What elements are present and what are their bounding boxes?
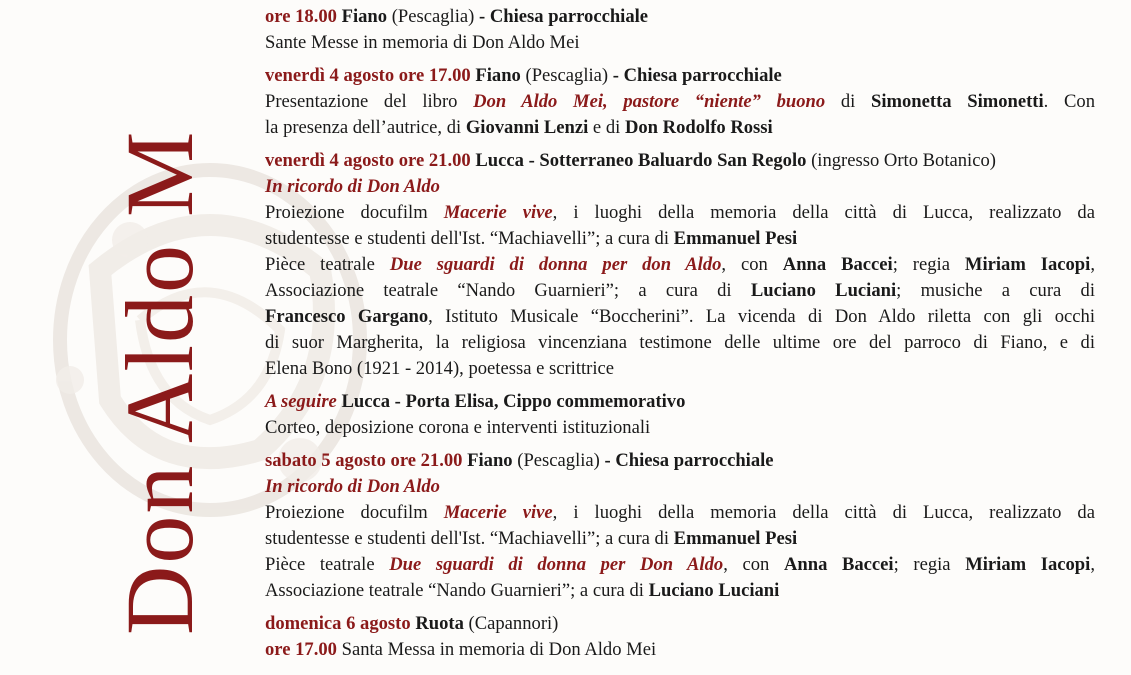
event-text: . Con <box>1043 91 1095 112</box>
film-title: Macerie vive <box>443 502 553 523</box>
vertical-title <box>100 0 213 675</box>
event-text: , i luoghi della memoria della città di Lucca, realizzato da <box>552 502 1095 523</box>
event-description: Santa Messa in memoria di Don Aldo Mei <box>341 639 657 660</box>
event-item <box>265 389 1095 441</box>
event-text: , <box>1090 254 1095 275</box>
event-text: ; regia <box>893 554 951 575</box>
event-text: , con <box>721 254 768 275</box>
event-text: Associazione teatrale “Nando Guarnieri”; a cura di <box>265 280 732 301</box>
director-name: Miriam Iacopi <box>964 254 1091 275</box>
event-text: studentesse e studenti dell'Ist. “Machiavelli”; a cura di <box>265 228 670 249</box>
musician-name: Francesco Gargano <box>265 306 429 327</box>
event-description: Sante Messe in memoria di Don Aldo Mei <box>265 32 580 53</box>
event-venue: - Chiesa parrocchiale <box>604 450 774 471</box>
event-place: Fiano <box>341 6 388 27</box>
event-text: Elena Bono (1921 - 2014), poetessa e scrittrice <box>265 358 615 379</box>
curator-name: Emmanuel Pesi <box>673 228 798 249</box>
event-time: ore 18.00 <box>265 6 337 27</box>
event-date: domenica 6 agosto <box>265 613 411 634</box>
event-text: Proiezione docufilm <box>265 502 428 523</box>
event-text: ; musiche a cura di <box>896 280 1096 301</box>
event-place: Fiano <box>467 450 513 471</box>
event-text: di <box>840 91 856 112</box>
play-title: Due sguardi di donna per Don Aldo <box>389 554 724 575</box>
event-text: Pièce teatrale <box>265 554 375 575</box>
curator-name: Emmanuel Pesi <box>673 528 798 549</box>
event-text: , con <box>723 554 770 575</box>
actor-name: Anna Baccei <box>783 554 894 575</box>
event-text: , <box>1090 554 1095 575</box>
director-name: Miriam Iacopi <box>965 554 1091 575</box>
event-place: Ruota <box>415 613 464 634</box>
actor-name: Anna Baccei <box>782 254 893 275</box>
event-text: Pièce teatrale <box>265 254 375 275</box>
event-place: Lucca - Porta Elisa, Cippo commemorativo <box>341 391 686 412</box>
book-author: Simonetta Simonetti <box>870 91 1044 112</box>
event-item <box>265 611 1095 663</box>
event-time: ore 17.00 <box>265 639 337 660</box>
book-title: Don Aldo Mei, pastore “niente” buono <box>473 91 826 112</box>
curator-name: Luciano Luciani <box>750 280 897 301</box>
event-text: di suor Margherita, la religiosa vincenziana testimone delle ultime ore del parroco di Fiano, e di <box>265 332 1095 353</box>
event-text: la presenza dell’autrice, di <box>265 117 462 138</box>
program-list <box>265 4 1095 670</box>
guest-name: Giovanni Lenzi <box>465 117 589 138</box>
event-place: Lucca - Sotterraneo Baluardo San Regolo <box>475 150 807 171</box>
title-text: Don Aldo M <box>106 129 213 635</box>
event-date: venerdì 4 agosto ore 21.00 <box>265 150 471 171</box>
event-text: studentesse e studenti dell'Ist. “Machiavelli”; a cura di <box>265 528 670 549</box>
event-text: e di <box>592 117 621 138</box>
event-text: , Istituto Musicale “Boccherini”. La vicenda di Don Aldo riletta con gli occhi <box>428 306 1095 327</box>
event-text: Associazione teatrale “Nando Guarnieri”; a cura di <box>265 580 644 601</box>
event-date: venerdì 4 agosto ore 17.00 <box>265 65 471 86</box>
event-item <box>265 63 1095 141</box>
event-item <box>265 4 1095 56</box>
event-place-note: (Pescaglia) <box>391 6 475 27</box>
event-item <box>265 148 1095 382</box>
event-place-note: (Capannori) <box>468 613 559 634</box>
event-description: Corteo, deposizione corona e interventi istituzionali <box>265 417 651 438</box>
event-text: Proiezione docufilm <box>265 202 428 223</box>
curator-name: Luciano Luciani <box>648 580 780 601</box>
event-venue: - Chiesa parrocchiale <box>612 65 782 86</box>
event-subtitle: In ricordo di Don Aldo <box>265 176 440 197</box>
guest-name: Don Rodolfo Rossi <box>624 117 773 138</box>
event-place-note: (Pescaglia) <box>525 65 609 86</box>
event-text: , i luoghi della memoria della città di Lucca, realizzato da <box>552 202 1095 223</box>
film-title: Macerie vive <box>443 202 553 223</box>
event-date: sabato 5 agosto ore 21.00 <box>265 450 463 471</box>
event-text: ; regia <box>892 254 950 275</box>
event-text: Presentazione del libro <box>265 91 458 112</box>
event-place-note: (ingresso Orto Botanico) <box>811 150 996 171</box>
event-place: Fiano <box>475 65 521 86</box>
event-subtitle: In ricordo di Don Aldo <box>265 476 440 497</box>
event-item <box>265 448 1095 604</box>
play-title: Due sguardi di donna per don Aldo <box>389 254 722 275</box>
event-place-note: (Pescaglia) <box>517 450 600 471</box>
event-label: A seguire <box>265 391 337 412</box>
event-venue: - Chiesa parrocchiale <box>479 6 649 27</box>
